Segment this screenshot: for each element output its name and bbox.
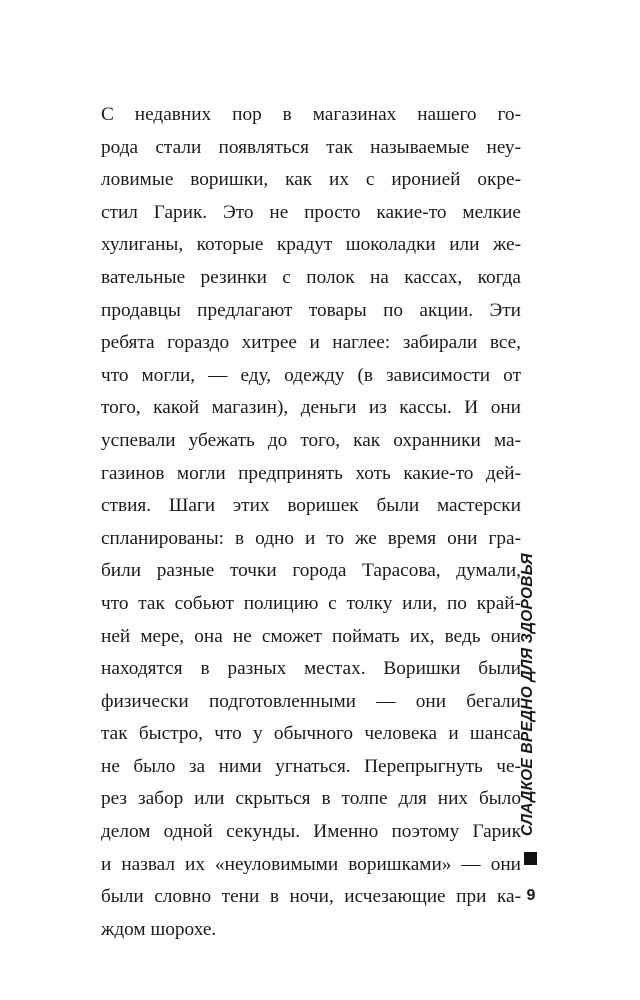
text-line: ней мере, она не сможет поймать их, ведь они	[101, 625, 521, 647]
text-line: не было за ними угнаться. Перепрыгнуть че-	[101, 755, 521, 777]
page-number: 9	[526, 887, 536, 904]
text-line: физически подготовленными — они бегали	[101, 690, 521, 712]
text-line: того, какой магазин), деньги из кассы. И они	[101, 397, 521, 419]
text-line: делом одной секунды. Именно поэтому Гарик	[101, 821, 521, 843]
text-line: били разные точки города Тарасова, думали,	[101, 560, 521, 582]
text-line: рез забор или скрыться в толпе для них было	[101, 788, 521, 810]
text-line: находятся в разных местах. Воришки были	[101, 658, 521, 680]
text-line: спланированы: в одно и то же время они гра-	[101, 527, 521, 549]
text-line: и назвал их «неуловимыми воришками» — они	[101, 853, 521, 875]
text-line: что так собьют полицию с толку или, по край-	[101, 592, 521, 614]
text-line: продавцы предлагают товары по акции. Эти	[101, 299, 521, 321]
text-line: стил Гарик. Это не просто какие-то мелкие	[101, 201, 521, 223]
body-text	[101, 99, 521, 946]
text-line: ждом шорохе.	[101, 918, 217, 940]
text-line: газинов могли предпринять хоть какие-то дей-	[101, 462, 521, 484]
text-line: успевали убежать до того, как охранники ма-	[101, 429, 521, 451]
square-marker-icon	[524, 852, 537, 865]
text-line: хулиганы, которые крадут шоколадки или же-	[101, 234, 521, 256]
text-line: ловимые воришки, как их с иронией окре-	[101, 169, 521, 191]
text-line: рода стали появляться так называемые неу-	[101, 136, 521, 158]
text-line: ребята гораздо хитрее и наглее: забирали все,	[101, 332, 521, 354]
text-line: вательные резинки с полок на кассах, когда	[101, 266, 521, 288]
text-line: ствия. Шаги этих воришек были мастерски	[101, 495, 521, 517]
text-line: так быстро, что у обычного человека и шанса	[101, 723, 521, 745]
text-line: были словно тени в ночи, исчезающие при ка-	[101, 886, 521, 908]
text-line: что могли, — еду, одежду (в зависимости от	[101, 364, 521, 386]
running-head-title: СЛАДКОЕ ВРЕДНО ДЛЯ ЗДОРОВЬЯ	[519, 553, 536, 836]
text-line: С недавних пор в магазинах нашего го-	[101, 104, 521, 125]
